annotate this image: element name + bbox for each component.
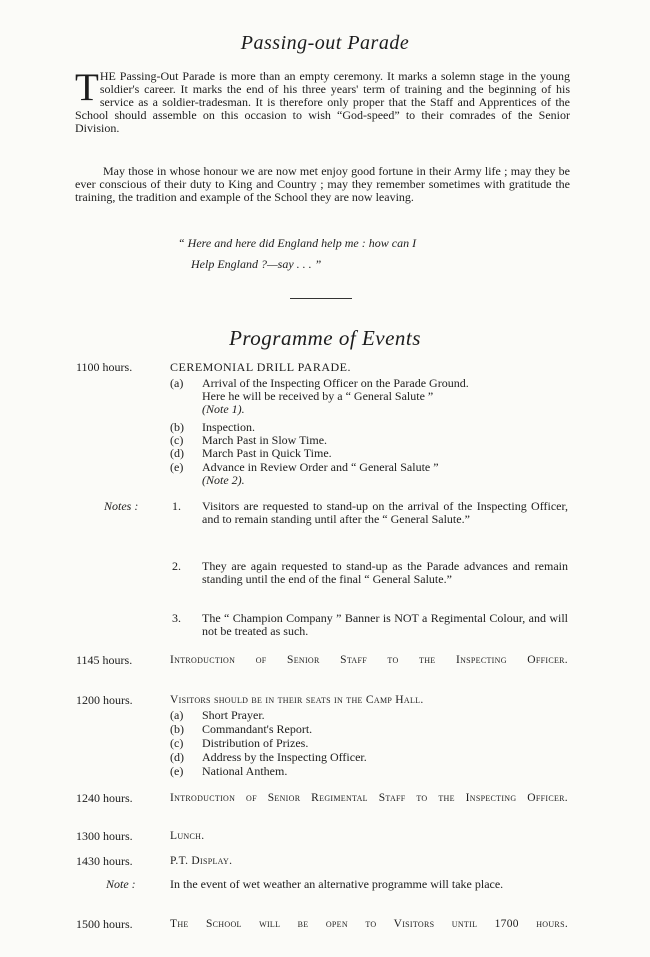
notes-label: Notes : xyxy=(104,499,139,513)
item-letter: (c) xyxy=(170,433,184,447)
item-text: Advance in Review Order and “ General Salute ” xyxy=(202,460,439,474)
note-number: 3. xyxy=(172,611,181,625)
divider-rule xyxy=(290,298,352,299)
item-text: Distribution of Prizes. xyxy=(202,736,309,750)
item-text: Inspection. xyxy=(202,420,255,434)
item-letter: (a) xyxy=(170,376,184,390)
event-heading-1100: CEREMONIAL DRILL PARADE. xyxy=(170,360,352,374)
item-text: Arrival of the Inspecting Officer on the Parade Ground. xyxy=(202,376,469,390)
item-letter: (d) xyxy=(170,750,184,764)
intro-paragraph-1-text: HE Passing-Out Parade is more than an empty ceremony. It marks a solemn stage in the young soldier's career. It marks the end of his three years' term of training and the beginning of his service as a soldier-tradesman. It is therefore only proper that the Staff and Apprentices of the School should assemble on this occasion to wish “God-speed” to their comrades of the Senior Division. xyxy=(75,69,570,135)
event-time-1200: 1200 hours. xyxy=(76,693,133,707)
event-text-1145: Introduction of Senior Staff to the Inspecting Officer. xyxy=(170,654,568,666)
event-time-1100: 1100 hours. xyxy=(76,360,133,374)
note-label: Note : xyxy=(106,877,136,891)
note-text: The “ Champion Company ” Banner is NOT a Regimental Colour, and will not be treated as such. xyxy=(202,611,568,638)
item-text: National Anthem. xyxy=(202,764,288,778)
item-letter: (e) xyxy=(170,460,184,474)
programme-title: Programme of Events xyxy=(229,326,421,350)
item-text: Commandant's Report. xyxy=(202,722,313,736)
item-text: March Past in Quick Time. xyxy=(202,446,332,460)
item-text: March Past in Slow Time. xyxy=(202,433,328,447)
note-text-1430: In the event of wet weather an alternative programme will take place. xyxy=(170,877,504,891)
event-text-1300: Lunch. xyxy=(170,830,205,842)
event-time-1240: 1240 hours. xyxy=(76,791,133,805)
note-text: Visitors are requested to stand-up on the arrival of the Inspecting Officer, and to remain standing until after the “ General Salute.” xyxy=(202,499,568,526)
item-letter: (d) xyxy=(170,446,184,460)
intro-paragraph-1 xyxy=(75,66,570,135)
item-text: Short Prayer. xyxy=(202,708,265,722)
item-letter: (c) xyxy=(170,736,184,750)
event-text-1430: P.T. Display. xyxy=(170,855,233,867)
event-time-1145: 1145 hours. xyxy=(76,653,133,667)
item-text: Here he will be received by a “ General Salute ” xyxy=(202,389,434,403)
item-text: (Note 1). xyxy=(202,402,245,416)
event-time-1430: 1430 hours. xyxy=(76,854,133,868)
item-letter: (b) xyxy=(170,420,184,434)
item-letter: (a) xyxy=(170,708,184,722)
event-time-1300: 1300 hours. xyxy=(76,829,133,843)
note-number: 1. xyxy=(172,499,181,513)
item-letter: (b) xyxy=(170,722,184,736)
drop-cap: T xyxy=(75,66,99,109)
item-text: (Note 2). xyxy=(202,473,245,487)
note-text: They are again requested to stand-up as the Parade advances and remain standing until the end of the final “ General Salute.” xyxy=(202,559,568,586)
item-letter: (e) xyxy=(170,764,184,778)
page-title: Passing-out Parade xyxy=(240,32,410,54)
item-text: Address by the Inspecting Officer. xyxy=(202,750,367,764)
event-time-1500: 1500 hours. xyxy=(76,917,133,931)
event-heading-1200: Visitors should be in their seats in the Camp Hall. xyxy=(170,694,424,706)
event-text-1240: Introduction of Senior Regimental Staff to the Inspecting Officer. xyxy=(170,792,568,804)
note-number: 2. xyxy=(172,559,181,573)
quote-line-2: Help England ?—say . . . ” xyxy=(191,257,322,271)
intro-paragraph-2: May those in whose honour we are now met enjoy good fortune in their Army life ; may they be ever conscious of their duty to King and Country ; may they remember sometimes with gratitude the training, the tradition and example of the School they are now leaving. xyxy=(75,164,570,204)
event-text-1500: The School will be open to Visitors until 1700 hours. xyxy=(170,918,568,930)
quote-line-1: “ Here and here did England help me : how can I xyxy=(178,236,417,250)
